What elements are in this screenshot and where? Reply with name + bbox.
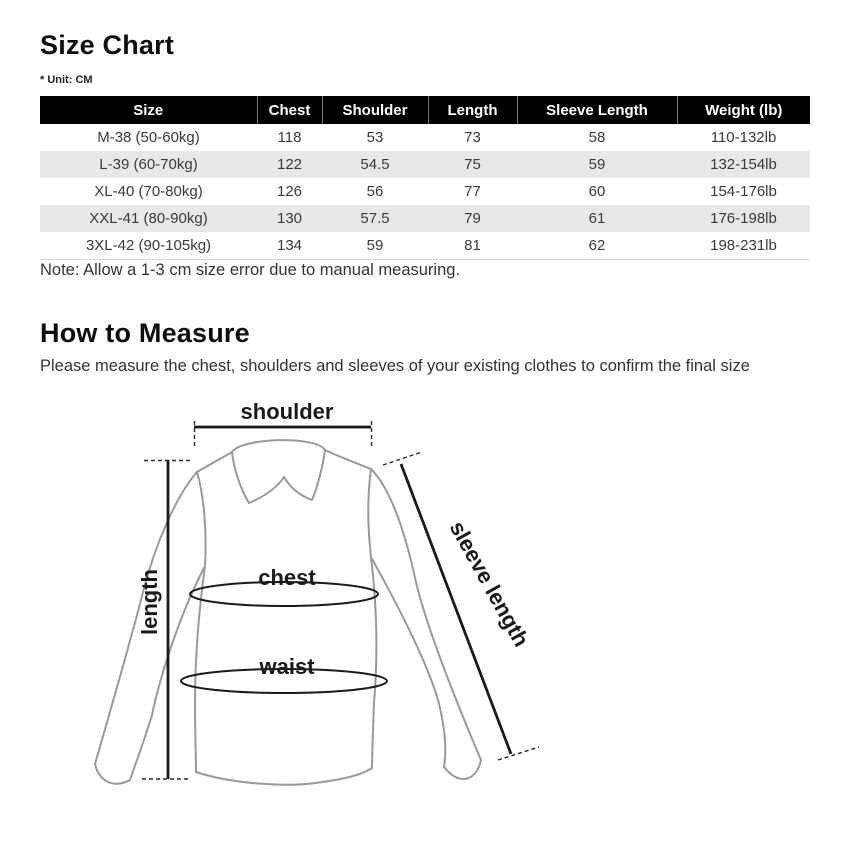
- sleeve-tick-top: [383, 452, 422, 465]
- cell-length: 77: [464, 183, 481, 200]
- col-header-size: Size: [40, 96, 257, 124]
- length-label: length: [137, 569, 162, 635]
- body-path: [195, 469, 376, 785]
- cell-weight: 132-154lb: [677, 151, 810, 178]
- size-chart-title: Size Chart: [40, 30, 175, 60]
- cell-weight: 110-132lb: [710, 129, 777, 146]
- collar-path: [232, 440, 325, 503]
- col-header-length: Length: [428, 96, 517, 124]
- size-note: Note: Allow a 1-3 cm size error due to manual measuring.: [40, 261, 461, 279]
- how-to-measure-subtitle: Please measure the chest, shoulders and sleeves of your existing clothes to confirm the final size: [40, 357, 750, 375]
- shoulder-label: shoulder: [240, 399, 334, 424]
- cell-weight: 154-176lb: [710, 183, 777, 200]
- cell-chest: 118: [277, 129, 302, 146]
- sleeve-length-label: sleeve length: [444, 516, 535, 651]
- cell-sleeve-length: 58: [588, 129, 606, 146]
- size-table-body: [40, 124, 810, 260]
- table-row: [40, 124, 810, 151]
- shoulder-seams-path: [197, 450, 371, 472]
- cell-sleeve-length: 62: [588, 237, 606, 254]
- cell-chest: 134: [276, 237, 303, 254]
- cell-size: 3XL-42 (90-105kg): [85, 237, 212, 254]
- cell-size: L-39 (60-70kg): [40, 151, 257, 178]
- table-row: [40, 205, 810, 232]
- sleeve-tick-bottom: [498, 747, 539, 760]
- col-header-chest: Chest: [257, 96, 322, 124]
- cell-shoulder: 56: [366, 183, 384, 200]
- how-to-measure-title: How to Measure: [40, 318, 250, 348]
- cell-chest: 122: [257, 151, 322, 178]
- cell-sleeve-length: 61: [517, 205, 677, 232]
- col-header-sleeve-length: Sleeve Length: [517, 96, 677, 124]
- right-sleeve-path: [371, 469, 481, 779]
- col-header-weight: Weight (lb): [677, 96, 810, 124]
- cell-length: 73: [464, 129, 481, 146]
- col-header-shoulder: Shoulder: [322, 96, 428, 124]
- cell-shoulder: 59: [366, 237, 384, 254]
- cell-weight: 198-231lb: [710, 237, 777, 254]
- measure-lines: [168, 427, 511, 779]
- cell-size: XXL-41 (80-90kg): [40, 205, 257, 232]
- size-table: [40, 96, 810, 260]
- table-row: [40, 151, 810, 178]
- cell-sleeve-length: 60: [588, 183, 606, 200]
- unit-note: * Unit: CM: [40, 74, 93, 86]
- cell-length: 75: [428, 151, 517, 178]
- chest-label: chest: [258, 565, 316, 590]
- cell-shoulder: 57.5: [322, 205, 428, 232]
- cell-sleeve-length: 59: [517, 151, 677, 178]
- cell-weight: 176-198lb: [677, 205, 810, 232]
- measurement-diagram: [0, 388, 620, 820]
- header-row: [40, 96, 810, 124]
- cell-shoulder: 53: [366, 129, 384, 146]
- size-table-header: [40, 96, 810, 124]
- cell-length: 81: [464, 237, 481, 254]
- table-row: [40, 178, 810, 205]
- waist-label: waist: [259, 654, 315, 679]
- cell-length: 79: [428, 205, 517, 232]
- cell-chest: 130: [257, 205, 322, 232]
- cell-size: M-38 (50-60kg): [97, 129, 200, 146]
- cell-chest: 126: [276, 183, 303, 200]
- cell-shoulder: 54.5: [322, 151, 428, 178]
- cell-size: XL-40 (70-80kg): [94, 183, 203, 200]
- table-row: [40, 232, 810, 260]
